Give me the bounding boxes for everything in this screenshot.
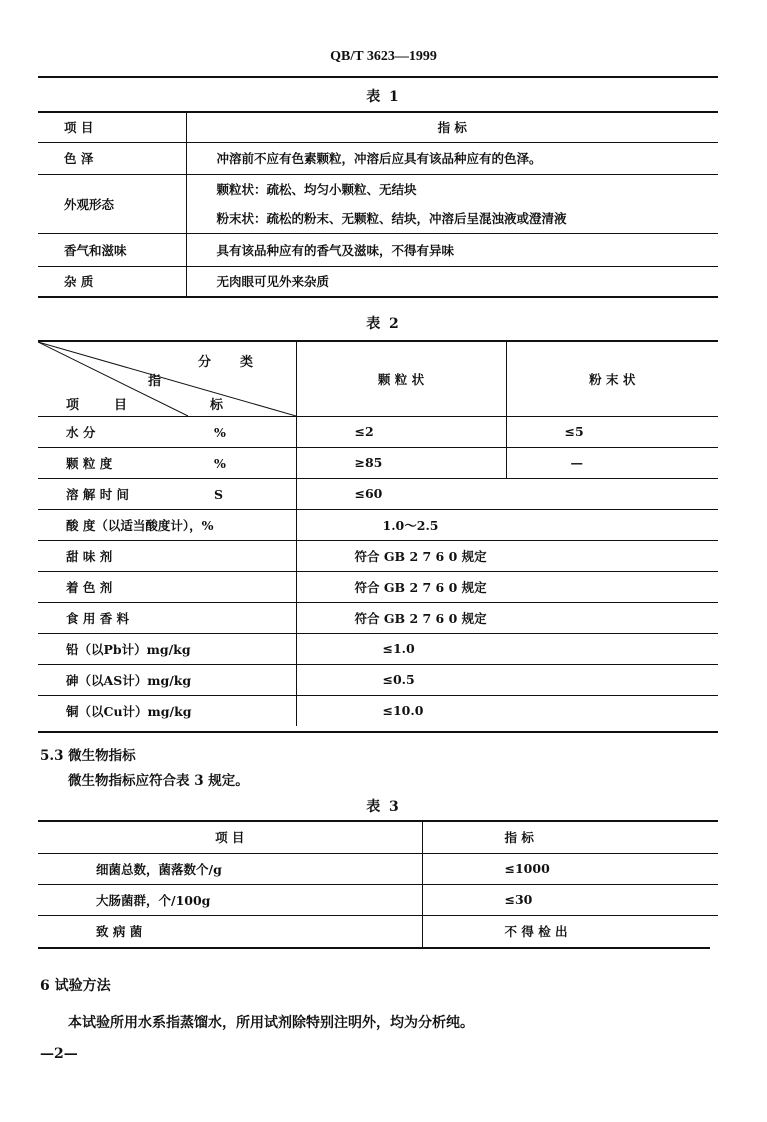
table2-granularity-powder: —	[570, 455, 583, 470]
table1-item-appearance: 外观形态	[38, 174, 186, 233]
table3-total-bacteria: 细菌总数，菌落数个/g	[38, 853, 422, 884]
table2-row-name	[38, 478, 296, 509]
section-5-3-title: 5.3 微生物指标	[40, 748, 136, 764]
table2-arsenic-value: ≤0.5	[382, 672, 415, 687]
table1-header-spec: 指 标	[437, 120, 467, 136]
table2-header-row	[38, 342, 718, 416]
table-row	[38, 478, 718, 509]
section-5-3-text: 微生物指标应符合表 3 规定。	[68, 773, 249, 789]
table2-dissolve-name: 溶 解 时 间	[66, 486, 130, 502]
table2-row-name	[38, 416, 296, 447]
diag-mu: 目	[114, 398, 128, 413]
table1-spec-color: 冲溶前不应有色素颗粒，冲溶后应具有该品种应有的色泽。	[216, 151, 542, 166]
section-6-title: 6 试验方法	[40, 978, 111, 994]
table2-sweetener-name: 甜 味 剂	[38, 540, 296, 571]
table1-header-item: 项 目	[38, 113, 186, 142]
table2-lead-name: 铅（以Pb计）mg/kg	[38, 633, 296, 664]
table2-sweetener-value: 符合 GB 2 7 6 0 规定	[354, 548, 487, 564]
table2-moisture-powder: ≤5	[564, 424, 584, 439]
table3-pathogen: 致 病 菌	[38, 915, 422, 947]
table-row	[38, 664, 718, 695]
table2-dissolve-unit: S	[214, 486, 224, 502]
diag-biao: 标	[210, 398, 224, 413]
table3-header-row	[38, 822, 718, 853]
table2-granularity-granule: ≥85	[296, 447, 506, 478]
table-row	[38, 853, 718, 884]
table1-spec-granule: 颗粒状：疏松、均匀小颗粒、无结块	[216, 181, 417, 197]
table2-header-granule: 颗 粒 状	[296, 342, 506, 416]
section-6-text: 本试验所用水系指蒸馏水，所用试剂除特别注明外，均为分析纯。	[68, 1015, 474, 1031]
table2-dissolve-value: ≤60	[354, 486, 383, 501]
table-row	[38, 509, 718, 540]
table-row	[38, 602, 718, 633]
table1-spec-appearance	[186, 174, 718, 233]
table-row	[38, 915, 718, 947]
table2-flavor-name: 食 用 香 料	[38, 602, 296, 633]
table1-caption: 表 1	[366, 89, 401, 105]
table2	[38, 342, 718, 726]
table1	[38, 113, 718, 296]
table3-bottom-rule	[38, 947, 710, 949]
table2-copper-name: 铜（以Cu计）mg/kg	[38, 695, 296, 726]
table2-flavor-value: 符合 GB 2 7 6 0 规定	[354, 610, 487, 626]
table1-bottom-rule	[38, 296, 718, 298]
table2-moisture-name: 水 分	[66, 424, 96, 440]
table-row	[38, 633, 718, 664]
table3-coliform-value: ≤30	[504, 892, 533, 907]
table3-pathogen-value: 不 得 检 出	[504, 924, 568, 940]
table-row	[38, 884, 718, 915]
diag-lei: 类	[240, 355, 254, 370]
table1-spec-powder: 粉末状：疏松的粉末、无颗粒、结块，冲溶后呈混浊液或澄清液	[216, 210, 567, 226]
table3-header-item: 项 目	[38, 822, 422, 853]
table2-caption: 表 2	[366, 316, 401, 332]
table-row	[38, 571, 718, 602]
diag-fen: 分	[198, 355, 212, 370]
table2-bottom-rule	[38, 731, 718, 733]
table3	[38, 822, 718, 947]
standard-number: QB/T 3623—1999	[330, 49, 437, 64]
header-rule	[38, 76, 718, 78]
table-row	[38, 695, 718, 726]
table2-header-corner	[38, 342, 296, 416]
table-row	[38, 142, 718, 174]
table2-copper-value: ≤10.0	[382, 703, 424, 719]
table2-granularity-name: 颗 粒 度	[66, 455, 113, 471]
table2-colorant-value: 符合 GB 2 7 6 0 规定	[354, 579, 487, 595]
table1-item-impurity: 杂 质	[38, 266, 186, 296]
table2-moisture-granule: ≤2	[296, 416, 506, 447]
table2-header-powder: 粉 末 状	[589, 371, 636, 387]
table2-granularity-unit: %	[214, 455, 226, 471]
table-row	[38, 233, 718, 266]
table1-header-row	[38, 113, 718, 142]
table2-moisture-unit: %	[214, 424, 226, 440]
table1-spec-aroma: 具有该品种应有的香气及滋味，不得有异味	[216, 242, 455, 258]
table-row	[38, 416, 718, 447]
table2-colorant-name: 着 色 剂	[38, 571, 296, 602]
diag-zhi: 指	[148, 374, 162, 389]
table3-total-bacteria-value: ≤1000	[504, 861, 550, 876]
table-row	[38, 266, 718, 296]
table2-arsenic-name: 砷（以AS计）mg/kg	[38, 664, 296, 695]
table2-acidity-name: 酸 度（以适当酸度计），%	[38, 509, 296, 540]
diag-xiang: 项	[66, 398, 80, 413]
table3-coliform: 大肠菌群，个/100g	[38, 884, 422, 915]
table2-row-name	[38, 447, 296, 478]
table2-acidity-value: 1.0～2.5	[382, 517, 439, 533]
table2-lead-value: ≤1.0	[382, 641, 415, 656]
table-row	[38, 447, 718, 478]
table-row	[38, 174, 718, 233]
table1-item-color: 色 泽	[38, 142, 186, 174]
table3-caption: 表 3	[366, 799, 401, 815]
table1-item-aroma: 香气和滋味	[38, 233, 186, 266]
table1-spec-impurity: 无肉眼可见外来杂质	[216, 274, 330, 290]
table-row	[38, 540, 718, 571]
page-number: —2—	[40, 1046, 78, 1062]
table3-header-spec: 指 标	[504, 830, 534, 846]
